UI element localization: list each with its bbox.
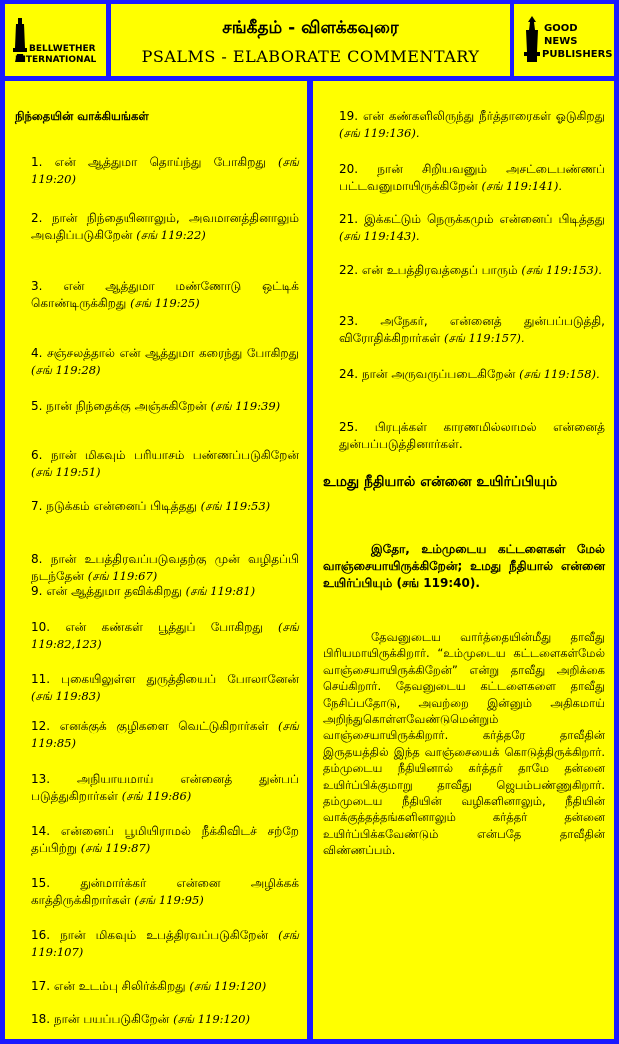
list-item [31,345,299,379]
left-logo-line2: INTERNATIONAL [15,55,97,65]
page-title-english: PSALMS - ELABORATE COMMENTARY [141,47,480,66]
list-item-text: நான் அருவருப்படைகிறேன் [361,367,516,381]
list-item-number: 25. [339,420,359,434]
list-item [31,154,299,188]
list-item-reference: (சங் 119:81) [185,584,256,598]
list-item-text: என் உபத்திரவத்தைப் பாரும் [361,263,518,277]
list-item-text: நான் பயப்படுகிறேன் [53,1012,170,1026]
list-item [339,262,605,279]
list-item [31,823,299,857]
list-item-reference: (சங் 119:143). [339,229,420,243]
list-item-reference: (சங் 119:67) [87,569,158,583]
list-item-number: 14. [31,824,51,838]
list-item-number: 23. [339,314,359,328]
header-title-box [111,4,510,76]
list-item [31,551,299,585]
list-item-number: 3. [31,279,43,293]
list-item-number: 8. [31,552,43,566]
list-item-text: நான் சிறியவனும் அசட்டைபண்ணப் பட்டவனுமாயிருக்கிறேன் [339,162,605,193]
list-item-number: 22. [339,263,359,277]
list-item [31,1011,299,1028]
list-item-text: நடுக்கம் என்னைப் பிடித்தது [46,499,197,513]
list-item-reference: (சங் 119:141). [481,179,562,193]
list-item-reference: (சங் 119:83) [31,689,101,703]
list-item-text: புகையிலுள்ள துருத்தியைப் போலானேன் [61,672,299,686]
list-item-text: நான் மிகவும் உபத்திரவப்படுகிறேன் [60,928,269,942]
list-item [339,161,605,195]
left-logo-text [15,44,97,66]
list-item-reference: (சங் 119:87) [80,841,151,855]
list-item-text: என் ஆத்துமா மண்ணோடு ஒட்டிக் கொண்டிருக்கிறது [31,279,299,310]
list-item-reference: (சங் 119:120) [189,979,267,993]
list-item-number: 20. [339,162,359,176]
good-news-logo-icon [524,16,540,62]
list-item-reference: (சங் 119:120) [173,1012,250,1026]
list-item-text: என் ஆத்துமா தவிக்கிறது [46,584,182,598]
list-item [31,498,299,515]
list-item [31,927,299,961]
list-item-text: துன்மார்க்கர் என்னை அழிக்கக் காத்திருக்கிறார்கள் [31,876,299,907]
list-item-text: என் உடம்பு சிலிர்க்கிறது [53,979,186,993]
list-item-reference: (சங் 119:85) [31,719,299,750]
list-item-number: 4. [31,346,43,360]
left-column [5,81,307,1039]
list-item-number: 1. [31,155,43,169]
list-item [31,875,299,909]
right-logo-line2: PUBLISHERS [542,49,613,60]
list-item-reference: (சங் 119:158). [519,367,600,381]
list-item-text: இக்கட்டும் நெருக்கமும் என்னைப் பிடித்தது [364,212,605,226]
list-item [339,211,605,245]
list-item-text: நான் உபத்திரவப்படுவதற்கு முன் வழிதப்பி நடந்தேன் [31,552,299,583]
list-item-number: 2. [31,211,43,225]
list-item-reference: (சங் 119:95) [134,893,204,907]
header-right-logo-box [514,4,614,76]
list-item [31,210,299,244]
list-item [31,718,299,752]
scripture-verse: இதோ, உம்முடைய கட்டளைகள் மேல் வாஞ்சையாயிருக்கிறேன்; உமது நீதியால் என்னை உயிர்ப்பியும் (சங் 119:40). [323,542,605,590]
list-item-text: பிரபுக்கள் காரணமில்லாமல் என்னைத் துன்பப்படுத்தினார்கள். [339,420,605,451]
list-item [31,978,299,995]
list-item-text: என் கண்கள் பூத்துப் போகிறது [65,620,263,634]
list-item [31,398,299,415]
list-item [31,583,299,600]
list-item-number: 11. [31,672,51,686]
list-item-number: 12. [31,719,51,733]
list-item-number: 7. [31,499,43,513]
list-item-number: 9. [31,584,43,598]
list-item [31,619,299,653]
right-logo-line1: GOOD NEWS [544,23,578,47]
list-item-text: அநேகர், என்னைத் துன்பப்படுத்தி, விரோதிக்கிறார்கள் [339,314,605,345]
list-item [31,771,299,805]
list-item-reference: (சங் 119:53) [200,499,271,513]
list-item-reference: (சங் 119:82,123) [31,620,299,651]
list-item [339,313,605,347]
list-item-text: நான் மிகவும் பரியாசம் பண்ணப்படுகிறேன் [50,448,299,462]
page-title-tamil: சங்கீதம் - விளக்கவுரை [222,18,399,38]
list-item-reference: (சங் 119:136). [339,126,420,140]
commentary-paragraph: தேவனுடைய வார்த்தையின்மீது தாவீது பிரியமாயிருக்கிறார். “உம்முடைய கட்டளைகள்மேல் வாஞ்சையாயிருக்கிறேன்” என்று தாவீது அறிக்கை செய்கிறார். தேவனுடைய கட்டளைகளை தாவீது நேசிப்பதோடு, அவற்றை இன்னும் அதிகமாய் அறிந்துகொள்ளவேண்டுமென்றும் வாஞ்சையாயிருக்கிறார். கர்த்தரே தாவீதின் இருதயத்தில் இந்த வாஞ்சையைக் கொடுத்திருக்கிறார். தம்முடைய நீதியினால் கர்த்தர் தாமே தன்னை உயிர்ப்பிக்குமாறு தாவீது ஜெபம்பண்ணுகிறார். தம்முடைய நீதியின் வழிகளினாலும், நீதியின் வாக்குத்தத்தங்களினாலும் கர்த்தர் தன்னை உயிர்ப்பிக்கவேண்டும் என்பதே தாவீதின் விண்ணப்பம். [323,630,605,858]
list-item-reference: (சங் 119:107) [31,928,299,959]
list-item [339,366,605,383]
list-item-reference: (சங் 119:51) [31,465,101,479]
list-item-reference: (சங் 119:28) [31,363,101,377]
list-item-reference: (சங் 119:20) [31,155,299,186]
right-logo-text [544,22,614,61]
right-section-heading: உமது நீதியால் என்னை உயிர்ப்பியும் [323,474,558,490]
list-item-number: 16. [31,928,51,942]
list-item-text: சஞ்சலத்தால் என் ஆத்துமா கரைந்து போகிறது [47,346,299,360]
list-item-reference: (சங் 119:153). [521,263,602,277]
list-item-text: என் கண்களிலிருந்து நீர்த்தாரைகள் ஓடுகிறது [362,109,605,123]
list-item-number: 6. [31,448,43,462]
list-item-text: என் ஆத்துமா தொய்ந்து போகிறது [54,155,266,169]
list-item-text: எனக்குக் குழிகளை வெட்டுகிறார்கள் [59,719,269,733]
list-item [339,108,605,142]
list-item-reference: (சங் 119:86) [121,789,192,803]
right-column [313,81,614,1039]
list-item-number: 21. [339,212,359,226]
list-item-number: 24. [339,367,359,381]
list-item-number: 10. [31,620,51,634]
list-item-number: 15. [31,876,51,890]
list-item-reference: (சங் 119:25) [130,296,200,310]
left-logo-line1: BELLWETHER [29,44,96,54]
list-item-text: என்னைப் பூமியிராமல் நீக்கிவிடச் சற்றே தப்பிற்று [31,824,299,855]
list-item-number: 5. [31,399,43,413]
list-item-reference: (சங் 119:22) [136,228,206,242]
list-item [31,671,299,705]
list-item-number: 18. [31,1012,51,1026]
list-item-number: 19. [339,109,359,123]
list-item [31,278,299,312]
list-item-number: 13. [31,772,51,786]
list-item-reference: (சங் 119:39) [210,399,281,413]
left-section-heading: நிந்தையின் வாக்கியங்கள் [15,109,149,123]
list-item-reference: (சங் 119:157). [444,331,525,345]
list-item [339,419,605,453]
list-item [31,447,299,481]
list-item-number: 17. [31,979,51,993]
list-item-text: நான் நிந்தைக்கு அஞ்சுகிறேன் [46,399,207,413]
header-left-logo-box [5,4,106,76]
list-item-text: நான் நிந்தையினாலும், அவமானத்தினாலும் அவதிப்படுகிறேன் [31,211,299,242]
list-item-text: அநியாயமாய் என்னைத் துன்பப் படுத்துகிறார்கள் [31,772,299,803]
